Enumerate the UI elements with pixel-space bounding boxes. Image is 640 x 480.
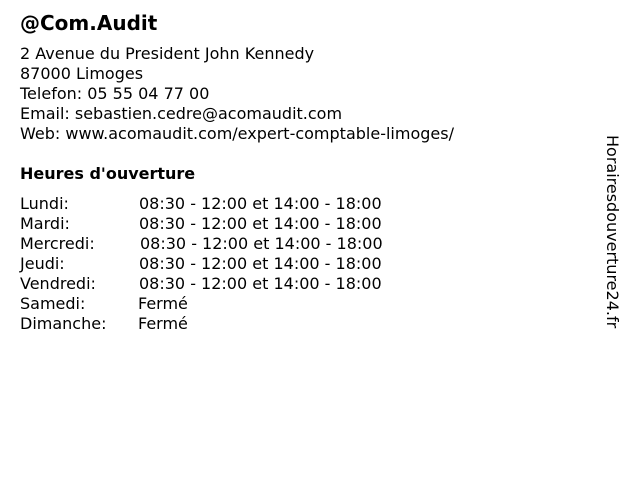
day-hours: 08:30 - 12:00 et 14:00 - 18:00	[139, 214, 382, 233]
address-line-2: 87000 Limoges	[20, 64, 144, 83]
day-hours: 08:30 - 12:00 et 14:00 - 18:00	[139, 194, 382, 213]
day-label: Mardi:	[20, 214, 70, 233]
email-line: Email: sebastien.cedre@acomaudit.com	[20, 104, 343, 123]
day-hours: 08:30 - 12:00 et 14:00 - 18:00	[140, 234, 383, 253]
day-label: Lundi:	[20, 194, 69, 213]
day-hours: 08:30 - 12:00 et 14:00 - 18:00	[139, 274, 382, 293]
address-line-1: 2 Avenue du President John Kennedy	[20, 44, 315, 63]
phone-line: Telefon: 05 55 04 77 00	[20, 84, 210, 103]
business-name: @Com.Audit	[20, 11, 158, 35]
web-line: Web: www.acomaudit.com/expert-comptable-limoges/	[20, 124, 454, 143]
day-label: Vendredi:	[20, 274, 96, 293]
day-hours: 08:30 - 12:00 et 14:00 - 18:00	[139, 254, 382, 273]
day-label: Jeudi:	[20, 254, 65, 273]
day-label: Mercredi:	[20, 234, 95, 253]
day-label: Samedi:	[20, 294, 86, 313]
day-hours: Fermé	[138, 294, 188, 313]
day-label: Dimanche:	[20, 314, 107, 333]
contact-block	[20, 44, 454, 144]
day-hours: Fermé	[138, 314, 188, 333]
hours-heading: Heures d'ouverture	[20, 164, 196, 183]
site-watermark: Horairesdouverture24.fr	[603, 135, 622, 329]
